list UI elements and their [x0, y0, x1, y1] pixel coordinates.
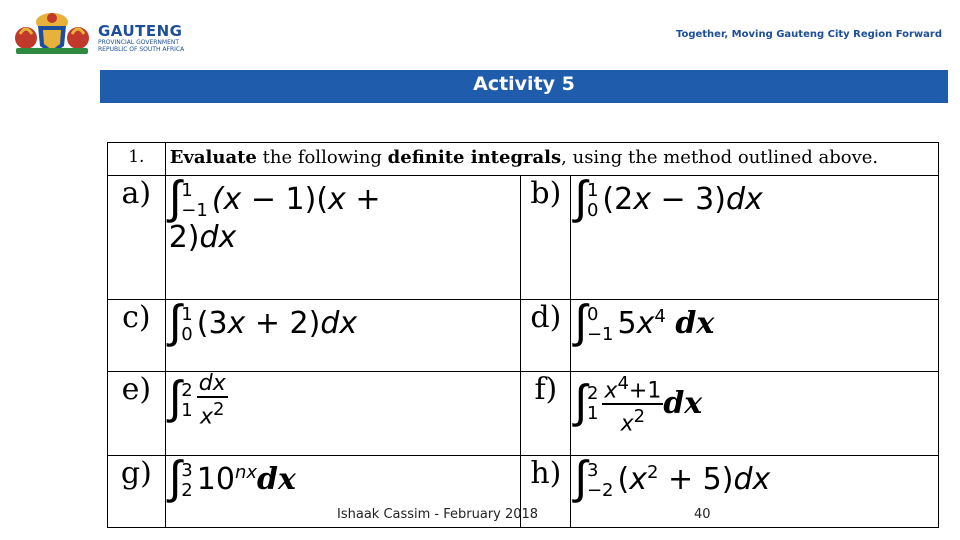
integral-e: ∫2 1 $\frac{dx}{x^2}$ — [165, 372, 521, 456]
label-a: a) — [108, 176, 166, 300]
activity-title: Activity 5 — [473, 73, 575, 95]
table-row — [108, 372, 939, 456]
integral-h: ∫3 −2 $(x^2 + 5)dx$ — [571, 456, 939, 528]
brand-sub1: PROVINCIAL GOVERNMENT — [98, 39, 180, 46]
integral-d: ∫0 −1 $5x^4$ dx — [571, 300, 939, 372]
integral-b: ∫1 0 (2x − 3)dx — [571, 176, 939, 300]
label-g: g) — [108, 456, 166, 528]
integrals-table — [107, 142, 939, 528]
tagline: Together, Moving Gauteng City Region Forward — [675, 29, 942, 40]
label-c: c) — [108, 300, 166, 372]
label-h: h) — [521, 456, 571, 528]
instruction-row — [108, 143, 939, 176]
label-d: d) — [521, 300, 571, 372]
coat-of-arms-icon — [10, 8, 94, 58]
instr-text-2: , using the method outlined above. — [561, 147, 879, 168]
table-row — [108, 176, 939, 300]
label-e: e) — [108, 372, 166, 456]
integral-c: ∫1 0 (3x + 2)dx — [165, 300, 521, 372]
page-number: 40 — [694, 507, 711, 522]
instr-bold-definite: definite integrals — [387, 147, 562, 168]
integral-g: ∫3 2 $10^{nx}dx$ — [165, 456, 521, 528]
label-f: f) — [521, 372, 571, 456]
activity-banner — [100, 70, 948, 103]
integral-a: ∫1 −1 (x − 1)(x + 2)dx — [165, 176, 521, 300]
brand-name: GAUTENG — [98, 22, 183, 40]
task-instruction — [165, 143, 938, 176]
label-b: b) — [521, 176, 571, 300]
table-row — [108, 300, 939, 372]
integral-f: ∫2 1 $\frac{x^4+1}{x^2}$ dx — [571, 372, 939, 456]
instr-text-1: the following — [256, 147, 388, 168]
footer-author: Ishaak Cassim - February 2018 — [337, 507, 539, 522]
gauteng-logo — [10, 8, 190, 58]
brand-sub2: REPUBLIC OF SOUTH AFRICA — [98, 46, 185, 53]
task-number: 1. — [108, 143, 166, 176]
instr-bold-evaluate: Evaluate — [169, 147, 257, 168]
